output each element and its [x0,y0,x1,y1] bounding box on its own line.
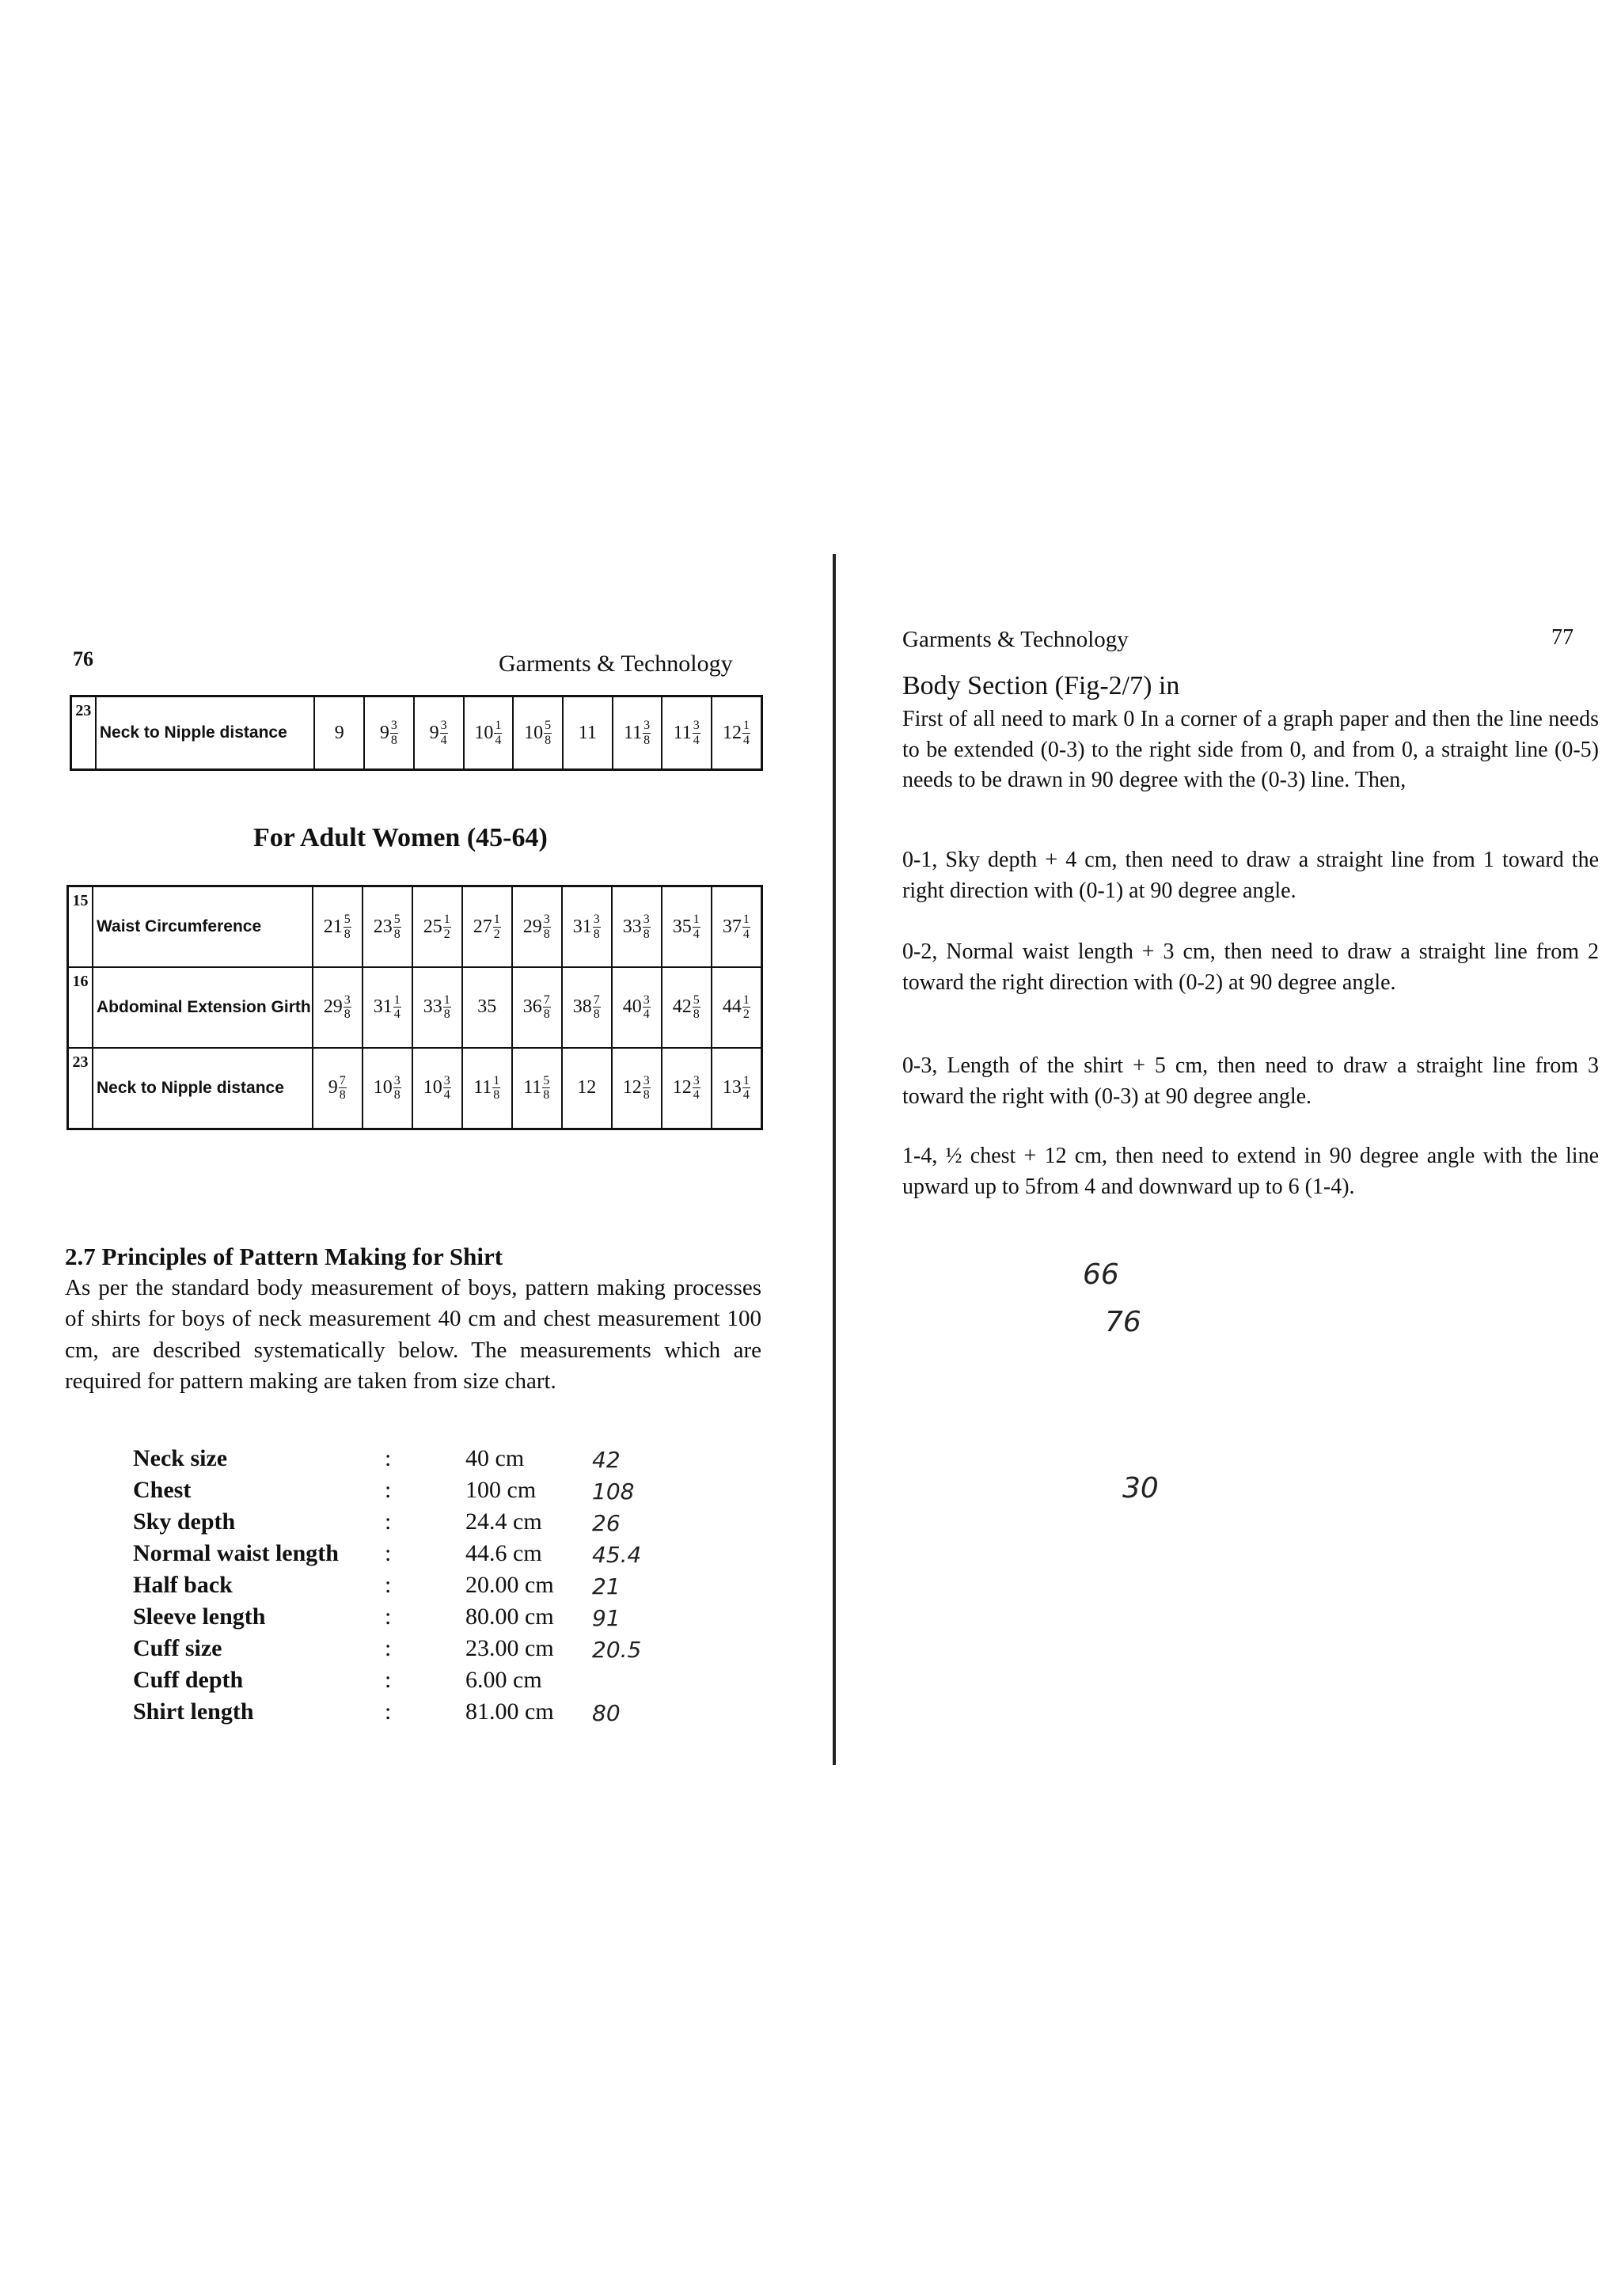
fraction-denominator: 4 [443,1088,450,1102]
step-0-3: 0-3, Length of the shirt + 5 cm, then need to draw a straight line from 3 toward the right with (0-3) at 90 degree angle. [902,1053,1599,1109]
fraction-numerator: 1 [693,913,700,927]
measurement-colon: : [385,1477,392,1503]
measurement-label: Shirt length [133,1698,254,1725]
value-fraction [643,1074,651,1102]
fraction-numerator: 3 [393,1073,401,1087]
fraction-denominator: 4 [393,1008,401,1022]
fraction-numerator: 5 [545,718,552,732]
value-whole: 33 [423,996,442,1018]
measurement-colon: : [385,1509,392,1535]
fraction-numerator: 3 [643,1073,650,1087]
fraction-numerator: 1 [495,718,502,732]
fraction-denominator: 4 [743,733,750,747]
measurement-label: Half back [133,1572,233,1598]
page-number-right: 77 [1551,625,1574,650]
size-value-cell [662,967,712,1047]
fraction-denominator: 2 [443,927,450,941]
fraction-numerator: 3 [440,718,447,732]
size-value-cell [662,696,712,770]
size-value-cell [363,967,412,1047]
size-value-cell [562,886,612,968]
handwritten-measurement: 20.5 [592,1637,642,1663]
fraction-numerator: 3 [643,718,651,732]
size-value-cell [363,1048,412,1129]
measurement-row [133,1509,735,1540]
measurement-label: Neck size [133,1445,228,1471]
value-fraction [643,993,651,1022]
table-row [68,886,762,968]
value-whole: 38 [572,996,592,1018]
value-fraction [393,913,401,941]
fraction-denominator: 8 [693,1008,700,1022]
value-fraction [693,1074,700,1102]
size-value-cell [313,967,363,1047]
value-fraction [390,719,398,747]
fraction-denominator: 4 [440,733,447,747]
row-number: 16 [68,967,93,1047]
fraction-numerator: 3 [390,718,397,732]
value-whole: 35 [672,916,692,937]
fraction-numerator: 3 [344,992,351,1007]
fraction-numerator: 3 [643,913,650,927]
measurement-value: 44.6 cm [465,1540,542,1566]
value-fraction [593,993,601,1022]
value-fraction [339,1074,347,1102]
value-whole: 27 [473,916,492,937]
row-number: 23 [68,1048,93,1129]
measurement-value: 20.00 cm [465,1572,554,1598]
measurement-row [133,1667,735,1698]
size-value-cell [712,1048,762,1129]
fraction-numerator: 3 [693,718,700,732]
fraction-denominator: 4 [643,1008,650,1022]
fraction-denominator: 8 [390,733,397,747]
value-whole: 11 [473,1077,492,1099]
women-heading: For Adult Women (45-64) [253,823,548,852]
fraction-denominator: 8 [393,1088,401,1102]
fraction-denominator: 8 [543,927,550,941]
size-value-cell [562,1048,612,1129]
size-value-cell [462,967,512,1047]
value-whole: 11 [673,722,692,743]
size-value-cell [662,886,712,968]
size-value-cell [414,696,464,770]
value-fraction [443,993,451,1022]
value-whole: 29 [522,916,542,937]
page-number: 76 [73,647,93,670]
value-whole: 21 [323,916,343,937]
value-fraction [344,913,351,941]
value-whole: 42 [672,996,692,1018]
value-whole: 12 [622,1077,642,1099]
size-value-cell [313,1048,363,1129]
row-label: Waist Circumference [93,886,313,968]
table-row [68,1048,762,1129]
size-value-cell [612,886,662,968]
measurement-colon: : [385,1445,392,1471]
handwritten-note: 30 [1122,1472,1159,1505]
value-whole: 9 [334,722,344,743]
measurement-row [133,1477,735,1509]
size-value-cell [314,696,364,770]
value-fraction [494,719,502,747]
size-chart-table-top [70,695,763,771]
body-section-title: Body Section (Fig-2/7) in [902,671,1180,700]
value-whole: 23 [373,916,393,937]
value-fraction [344,993,351,1022]
value-fraction [643,719,651,747]
value-whole: 12 [672,1077,692,1099]
fraction-numerator: 7 [339,1073,346,1087]
handwritten-measurement: 42 [592,1447,621,1473]
fraction-denominator: 8 [393,927,401,941]
value-whole: 13 [722,1077,742,1099]
value-fraction [693,993,700,1022]
value-fraction [543,913,551,941]
measurement-value: 40 cm [465,1445,525,1471]
measurement-colon: : [385,1603,392,1630]
size-value-cell [462,886,512,968]
right-page [839,0,1621,2296]
measurement-label: Sky depth [133,1509,236,1535]
fraction-denominator: 8 [543,1088,550,1102]
value-whole: 10 [474,722,494,743]
value-fraction [543,993,551,1022]
value-whole: 44 [722,996,742,1018]
fraction-denominator: 8 [344,1008,351,1022]
fraction-numerator: 3 [543,913,550,927]
handwritten-measurement: 80 [592,1700,621,1726]
size-value-cell [512,967,562,1047]
fraction-denominator: 8 [493,1088,500,1102]
value-fraction [542,1074,550,1102]
size-value-cell [364,696,414,770]
value-whole: 11 [578,722,597,743]
measurement-label: Normal waist length [133,1540,339,1566]
value-whole: 10 [524,722,544,743]
value-fraction [593,913,601,941]
table-row [71,696,762,770]
handwritten-measurement: 108 [592,1478,635,1505]
fraction-numerator: 5 [543,1073,550,1087]
fraction-denominator: 4 [495,733,502,747]
value-fraction [393,1074,401,1102]
fraction-numerator: 1 [493,1073,500,1087]
size-value-cell [512,886,562,968]
measurement-row [133,1603,735,1635]
value-fraction [742,719,750,747]
measurement-value: 100 cm [465,1477,537,1503]
fraction-numerator: 1 [742,992,750,1007]
intro-paragraph: First of all need to mark 0 In a corner of a graph paper and then the line needs to be extended (0-3) to the right side from 0, and from 0, a straight line (0-5) needs to be drawn in 90 degree with the (0-3) line. Then, [902,707,1599,793]
measurement-value: 6.00 cm [465,1667,542,1693]
row-label: Neck to Nipple distance [93,1048,313,1129]
fraction-denominator: 8 [643,733,651,747]
value-whole: 9 [328,1077,338,1099]
handwritten-measurement: 26 [592,1510,621,1536]
size-value-cell [662,1048,712,1129]
fraction-numerator: 1 [393,992,401,1007]
value-whole: 31 [572,916,592,937]
value-fraction [443,913,451,941]
value-fraction [693,913,700,941]
measurement-value: 23.00 cm [465,1635,554,1661]
row-number: 23 [71,696,96,770]
measurement-label: Cuff size [133,1635,222,1661]
row-number: 15 [68,886,93,968]
size-value-cell [462,1048,512,1129]
measurement-label: Chest [133,1477,192,1503]
value-whole: 10 [373,1077,393,1099]
step-1-4: 1-4, ½ chest + 12 cm, then need to extend in 90 degree angle with the line upward up to 5from 4 and downward up to 6 (1-4). [902,1144,1599,1199]
value-fraction [492,1074,500,1102]
step-0-2: 0-2, Normal waist length + 3 cm, then need to draw a straight line from 2 toward the right direction with (0-2) at 90 degree angle. [902,939,1599,995]
size-value-cell [412,967,462,1047]
value-fraction [742,913,750,941]
value-fraction [393,993,401,1022]
fraction-numerator: 1 [443,992,450,1007]
fraction-denominator: 8 [643,927,650,941]
value-whole: 11 [623,722,643,743]
fraction-denominator: 4 [693,1088,700,1102]
value-fraction [544,719,552,747]
value-whole: 9 [429,722,439,743]
fraction-numerator: 7 [543,992,550,1007]
size-value-cell [613,696,662,770]
fraction-numerator: 5 [393,913,401,927]
value-fraction [742,1074,750,1102]
size-value-cell [412,886,462,968]
size-value-cell [612,1048,662,1129]
section-title: 2.7 Principles of Pattern Making for Shirt [65,1243,503,1270]
value-whole: 10 [423,1077,442,1099]
section-body: As per the standard body measurement of boys, pattern making processes of shirts for boys of neck measurement 40 cm and chest measurement 100 cm, are described systematically below. The measurements which are required for pattern making are taken from size chart. [65,1275,761,1395]
fraction-denominator: 8 [344,927,351,941]
row-label: Abdominal Extension Girth [93,967,313,1047]
row-label: Neck to Nipple distance [96,696,314,770]
value-whole: 11 [523,1077,542,1099]
value-fraction [742,993,750,1022]
page-gutter [833,554,836,1765]
value-whole: 29 [323,996,343,1018]
size-chart-table-women [66,885,763,1130]
fraction-denominator: 8 [545,733,552,747]
fraction-numerator: 3 [643,992,650,1007]
fraction-denominator: 8 [339,1088,346,1102]
fraction-denominator: 4 [693,733,700,747]
running-head-right: Garments & Technology [902,627,1129,652]
step-0-1: 0-1, Sky depth + 4 cm, then need to draw a straight line from 1 toward the right direction with (0-1) at 90 degree angle. [902,848,1599,903]
measurement-label: Cuff depth [133,1667,244,1693]
size-value-cell [563,696,613,770]
value-fraction [440,719,448,747]
value-whole: 35 [477,996,497,1018]
size-value-cell [562,967,612,1047]
size-value-cell [512,1048,562,1129]
measurement-colon: : [385,1572,392,1598]
measurement-row [133,1698,735,1730]
size-value-cell [464,696,514,770]
running-head: Garments & Technology [499,651,733,677]
handwritten-measurement: 21 [592,1573,621,1600]
measurement-label: Sleeve length [133,1603,266,1630]
fraction-numerator: 5 [693,992,700,1007]
value-whole: 25 [423,916,442,937]
value-fraction [493,913,501,941]
handwritten-measurement: 91 [592,1605,621,1631]
fraction-denominator: 2 [493,927,500,941]
value-whole: 12 [723,722,742,743]
value-whole: 37 [722,916,742,937]
value-fraction [443,1074,451,1102]
value-whole: 40 [622,996,642,1018]
size-value-cell [313,886,363,968]
value-whole: 33 [622,916,642,937]
fraction-numerator: 1 [742,913,750,927]
size-value-cell [712,967,762,1047]
fraction-denominator: 8 [593,927,600,941]
fraction-numerator: 3 [593,913,600,927]
fraction-denominator: 4 [742,1088,750,1102]
size-value-cell [363,886,412,968]
measurement-colon: : [385,1667,392,1693]
size-value-cell [612,967,662,1047]
fraction-denominator: 8 [543,1008,550,1022]
fraction-numerator: 5 [344,913,351,927]
fraction-numerator: 1 [443,913,450,927]
size-value-cell [712,696,761,770]
fraction-denominator: 8 [643,1088,650,1102]
measurement-list [133,1445,735,1730]
measurement-value: 81.00 cm [465,1698,554,1725]
fraction-numerator: 1 [742,1073,750,1087]
value-whole: 31 [373,996,393,1018]
handwritten-note: 66 [1083,1258,1119,1291]
fraction-numerator: 1 [743,718,750,732]
measurement-colon: : [385,1540,392,1566]
measurement-value: 24.4 cm [465,1509,542,1535]
measurement-row [133,1540,735,1572]
value-fraction [643,913,651,941]
size-value-cell [412,1048,462,1129]
handwritten-measurement: 45.4 [592,1542,642,1568]
measurement-row [133,1635,735,1667]
fraction-numerator: 3 [693,1073,700,1087]
fraction-denominator: 2 [742,1008,750,1022]
value-fraction [693,719,700,747]
value-whole: 9 [379,722,389,743]
measurement-colon: : [385,1635,392,1661]
fraction-numerator: 3 [443,1073,450,1087]
size-value-cell [513,696,563,770]
size-value-cell [712,886,762,968]
fraction-numerator: 7 [593,992,600,1007]
value-whole: 36 [522,996,542,1018]
fraction-denominator: 8 [593,1008,600,1022]
measurement-value: 80.00 cm [465,1603,554,1630]
measurement-row [133,1572,735,1603]
fraction-denominator: 4 [742,927,750,941]
table-row [68,967,762,1047]
measurement-row [133,1445,735,1477]
value-whole: 12 [577,1077,597,1099]
handwritten-note: 76 [1105,1306,1141,1338]
fraction-denominator: 8 [443,1008,450,1022]
fraction-denominator: 4 [693,927,700,941]
fraction-numerator: 1 [493,913,500,927]
measurement-colon: : [385,1698,392,1725]
